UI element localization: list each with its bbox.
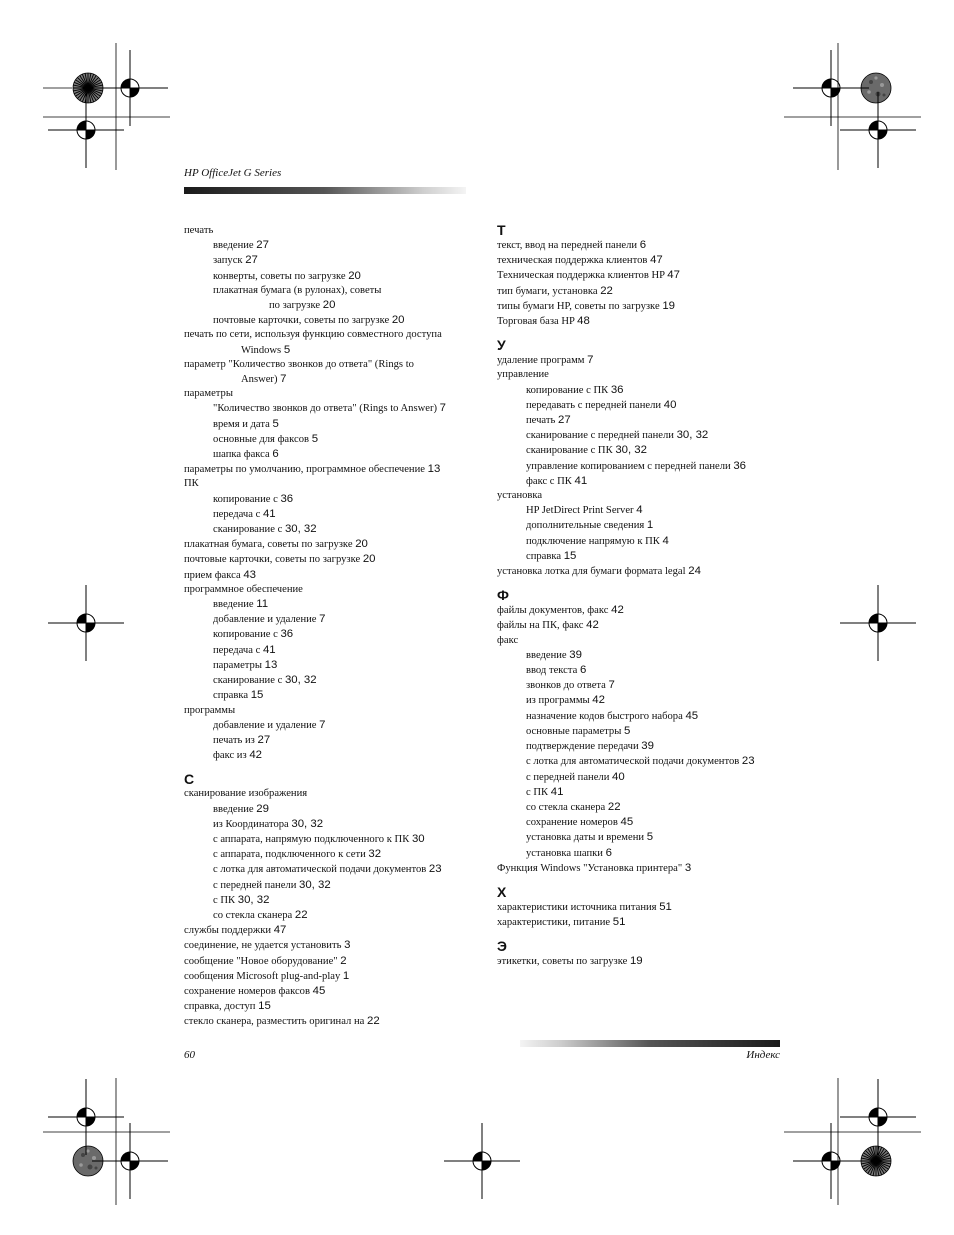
index-entry	[184, 984, 484, 999]
index-term: ПК	[184, 478, 199, 490]
page-reference: 7	[319, 718, 326, 731]
index-term: Answer)	[241, 374, 278, 386]
index-term: дополнительные сведения	[526, 520, 645, 532]
index-entry	[497, 564, 797, 579]
page-reference: 39	[569, 648, 582, 661]
index-term: соединение, не удается установить	[184, 940, 342, 952]
page-reference: 30	[411, 832, 425, 845]
index-term: введение	[213, 803, 254, 815]
page-reference: 20	[355, 538, 368, 551]
index-term: Торговая база HP	[497, 316, 575, 328]
page-reference: 27	[557, 414, 571, 427]
index-term: подтверждение передачи	[526, 741, 639, 753]
index-entry	[184, 704, 484, 718]
page-reference: 30, 32	[291, 817, 324, 830]
index-term: со стекла сканера	[526, 801, 606, 813]
index-term: основные для факсов	[213, 433, 310, 445]
index-entry	[184, 923, 484, 938]
page-reference: 5	[272, 417, 279, 430]
index-term: копирование с	[213, 493, 278, 505]
index-letter-heading: Т	[497, 222, 506, 238]
index-entry	[497, 238, 797, 253]
page-reference: 36	[610, 383, 624, 396]
index-term: ввод текста	[526, 665, 578, 677]
index-term: подключение напрямую к ПК	[526, 535, 660, 547]
index-term: техническая поддержка клиентов	[497, 255, 648, 267]
index-term: характеристики, питание	[497, 917, 611, 929]
index-entry	[184, 568, 484, 583]
index-term: программное обеспечение	[184, 583, 303, 595]
index-term: сообщения Microsoft plug-and-play	[184, 970, 341, 982]
index-subentry	[184, 253, 484, 268]
index-subentry	[184, 908, 484, 923]
page-reference: 27	[256, 239, 269, 252]
index-subentry	[497, 474, 797, 489]
index-term: управление	[497, 369, 549, 381]
index-entry	[497, 618, 797, 633]
index-term: сообщение "Новое оборудование"	[184, 955, 338, 967]
index-subentry	[497, 383, 797, 398]
page-reference: 36	[280, 628, 294, 641]
index-term: назначение кодов быстрого набора	[526, 710, 683, 722]
index-subentry	[184, 673, 484, 688]
page-reference: 45	[685, 709, 699, 722]
page-reference: 15	[563, 549, 577, 562]
index-entry	[497, 314, 797, 329]
index-entry	[184, 938, 484, 953]
index-term: запуск	[213, 255, 243, 267]
index-subentry	[184, 284, 484, 298]
page-reference: 32	[368, 848, 382, 861]
index-term: шапка факса	[213, 449, 270, 461]
index-subentry	[497, 518, 797, 533]
index-term: установка	[497, 490, 543, 502]
page-reference: 30, 32	[284, 674, 317, 687]
page-reference: 22	[367, 1015, 380, 1028]
index-term: печать по сети, используя функцию совместного доступа	[184, 329, 442, 341]
index-term: с аппарата, напрямую подключенного к ПК	[213, 833, 410, 845]
index-subentry	[184, 643, 484, 658]
page-reference: 27	[245, 254, 258, 267]
index-subentry	[497, 413, 797, 428]
page-reference: 41	[262, 507, 276, 520]
page-reference: 23	[741, 755, 755, 768]
page-reference: 24	[688, 565, 701, 578]
index-term: службы поддержки	[184, 925, 272, 937]
index-subentry	[184, 718, 484, 733]
index-entry	[497, 353, 797, 368]
page-number: 60	[184, 1049, 195, 1061]
page-reference: 22	[294, 908, 308, 921]
page-reference: 20	[322, 299, 336, 312]
index-letter-heading: Х	[497, 883, 507, 900]
index-entry	[184, 477, 484, 491]
index-subentry	[184, 597, 484, 612]
index-subentry	[184, 343, 484, 358]
index-subentry	[497, 754, 797, 769]
index-term: сканирование изображения	[184, 788, 308, 800]
index-subentry	[184, 802, 484, 817]
page-reference: 13	[427, 463, 441, 476]
page-reference: 1	[342, 969, 350, 982]
index-term: с передней панели	[213, 879, 297, 891]
page-reference: 47	[650, 254, 663, 267]
index-entry	[184, 787, 484, 801]
index-term: сохранение номеров	[526, 817, 618, 829]
index-term: конверты, советы по загрузке	[213, 270, 346, 282]
index-term: сканирование с	[213, 675, 283, 687]
page-reference: 30, 32	[615, 444, 647, 457]
page-reference: 30, 32	[676, 429, 709, 442]
index-term: с лотка для автоматической подачи документов	[526, 756, 740, 768]
index-subentry	[497, 830, 797, 845]
index-term: факс из	[213, 750, 247, 762]
page-reference: 3	[684, 861, 692, 874]
index-term: параметры	[213, 659, 262, 671]
running-header: HP OfficeJet G Series	[184, 167, 282, 179]
index-term: справка	[526, 550, 562, 562]
index-letter-heading: Ф	[497, 587, 509, 604]
index-term: по загрузке	[269, 300, 321, 312]
page-reference: 3	[344, 939, 351, 952]
page-reference: 5	[623, 724, 631, 737]
index-letter-heading: Э	[497, 938, 507, 955]
index-term: плакатная бумага, советы по загрузке	[184, 539, 353, 551]
index-term: печать	[526, 415, 556, 427]
index-entry	[497, 489, 797, 503]
page-reference: 20	[362, 553, 376, 566]
index-subentry	[184, 372, 484, 387]
index-term: введение	[526, 649, 567, 661]
index-term: сканирование с передней панели	[526, 430, 674, 442]
index-subentry	[184, 522, 484, 537]
index-term: Техническая поддержка клиентов HP	[497, 270, 665, 282]
index-term: добавление и удаление	[213, 614, 317, 626]
index-term: факс с ПК	[526, 475, 572, 487]
page-reference: 48	[577, 315, 590, 328]
index-subentry	[497, 663, 797, 678]
page-reference: 40	[663, 398, 677, 411]
index-term: типы бумаги HP, советы по загрузке	[497, 300, 660, 312]
index-entry	[497, 253, 797, 268]
index-subentry	[184, 878, 484, 893]
index-term: копирование с ПК	[526, 384, 609, 396]
page-reference: 45	[312, 984, 326, 997]
index-term: со стекла сканера	[213, 909, 293, 921]
index-term: характеристики источника питания	[497, 901, 657, 913]
index-entry	[184, 224, 484, 238]
index-subentry	[184, 748, 484, 763]
index-subentry	[184, 612, 484, 627]
index-term: параметры по умолчанию, программное обеспечение	[184, 464, 425, 476]
index-term: сканирование с ПК	[526, 445, 613, 457]
index-term: передача с	[213, 508, 261, 520]
index-subentry	[497, 709, 797, 724]
index-letter-heading: С	[184, 771, 195, 788]
page-reference: 5	[311, 432, 319, 445]
index-term: факс	[497, 634, 519, 646]
index-entry	[184, 537, 484, 552]
page-reference: 39	[641, 740, 654, 753]
index-term: прием факса	[184, 569, 241, 581]
index-entry	[497, 954, 797, 969]
index-subentry	[184, 401, 484, 416]
index-subentry	[497, 693, 797, 708]
index-subentry	[497, 398, 797, 413]
index-entry	[184, 328, 484, 342]
index-entry	[497, 915, 797, 930]
index-term: копирование с	[213, 629, 278, 641]
page-reference: 42	[586, 619, 599, 632]
index-term: справка	[213, 690, 249, 702]
index-term: установка лотка для бумаги формата legal	[497, 566, 686, 578]
index-term: файлы на ПК, факс	[497, 620, 584, 632]
index-term: параметр "Количество звонков до ответа" (Rings to	[184, 358, 414, 370]
page-reference: 7	[439, 402, 446, 415]
index-term: время и дата	[213, 418, 270, 430]
page-reference: 6	[272, 448, 279, 461]
page-reference: 41	[262, 643, 276, 656]
page-reference: 4	[636, 504, 643, 517]
index-entry	[497, 299, 797, 314]
page-reference: 36	[733, 459, 746, 472]
page-reference: 19	[662, 299, 675, 312]
index-subentry	[497, 770, 797, 785]
index-term: программы	[184, 704, 236, 716]
page-reference: 30, 32	[284, 523, 317, 536]
index-entry	[497, 634, 797, 648]
page-reference: 5	[646, 831, 654, 844]
index-subentry	[184, 658, 484, 673]
index-term: основные параметры	[526, 725, 622, 737]
index-term: с ПК	[526, 786, 549, 798]
index-subentry	[184, 733, 484, 748]
page-reference: 19	[629, 955, 643, 968]
index-term: Функция Windows "Установка принтера"	[497, 862, 683, 874]
index-subentry	[497, 678, 797, 693]
index-term: справка, доступ	[184, 1001, 256, 1013]
index-letter-heading: У	[497, 337, 506, 354]
index-subentry	[497, 428, 797, 443]
page-reference: 7	[280, 373, 287, 386]
page-reference: 6	[580, 664, 587, 677]
header-rule	[184, 187, 466, 194]
page-reference: 30, 32	[237, 893, 270, 906]
index-subentry	[184, 432, 484, 447]
page-reference: 47	[273, 924, 287, 937]
index-subentry	[184, 238, 484, 253]
index-entry	[184, 583, 484, 597]
index-subentry	[184, 862, 484, 877]
index-entry	[184, 954, 484, 969]
index-term: печать из	[213, 734, 255, 746]
index-term: звонков до ответа	[526, 680, 606, 692]
index-subentry	[184, 298, 484, 313]
index-term: текст, ввод на передней панели	[497, 240, 638, 251]
index-subentry	[497, 724, 797, 739]
index-term: с аппарата, подключенного к сети	[213, 849, 366, 861]
index-entry	[184, 552, 484, 567]
page-reference: 42	[592, 694, 605, 707]
page-reference: 5	[283, 343, 291, 356]
page-reference: 15	[258, 1000, 271, 1013]
index-subentry	[497, 648, 797, 663]
page-reference: 51	[612, 916, 626, 929]
index-entry	[184, 999, 484, 1014]
page-reference: 43	[243, 568, 257, 581]
index-term: плакатная бумага (в рулонах), советы	[213, 284, 382, 296]
index-term: файлы документов, факс	[497, 605, 609, 617]
page-reference: 42	[611, 604, 624, 617]
index-subentry	[497, 459, 797, 474]
index-column-right	[497, 222, 797, 970]
index-entry	[497, 368, 797, 382]
index-subentry	[184, 507, 484, 522]
index-entry	[184, 387, 484, 401]
index-subentry	[184, 313, 484, 328]
index-term: печать	[184, 225, 214, 236]
index-term: установка шапки	[526, 847, 603, 859]
index-entry	[184, 1014, 484, 1029]
index-term: добавление и удаление	[213, 719, 317, 731]
index-subentry	[497, 800, 797, 815]
index-entry	[184, 969, 484, 984]
page-reference: 29	[256, 802, 269, 815]
index-subentry	[184, 817, 484, 832]
index-term: управление копированием с передней панели	[526, 460, 731, 472]
index-term: передавать с передней панели	[526, 399, 662, 411]
index-subentry	[184, 893, 484, 908]
page-reference: 41	[550, 785, 564, 798]
page-reference: 40	[612, 770, 625, 783]
index-term: Windows	[241, 344, 282, 356]
index-term: из программы	[526, 695, 590, 707]
index-subentry	[184, 269, 484, 284]
index-entry	[497, 900, 797, 915]
page-reference: 4	[662, 534, 669, 547]
index-subentry	[184, 447, 484, 462]
page-reference: 6	[605, 846, 612, 859]
page-reference: 20	[391, 314, 405, 327]
index-subentry	[497, 534, 797, 549]
index-term: сохранение номеров факсов	[184, 985, 310, 997]
index-term: почтовые карточки, советы по загрузке	[184, 554, 361, 566]
page-reference: 11	[256, 598, 269, 611]
index-term: HP JetDirect Print Server	[526, 505, 634, 517]
index-subentry	[497, 785, 797, 800]
page-reference: 45	[620, 816, 634, 829]
page-reference: 51	[659, 900, 672, 913]
index-subentry	[497, 443, 797, 458]
index-term: удаление программ	[497, 355, 585, 367]
index-term: с передней панели	[526, 771, 610, 783]
page-reference: 13	[264, 658, 278, 671]
index-entry	[184, 358, 484, 372]
index-term: установка даты и времени	[526, 832, 645, 844]
index-entry	[497, 603, 797, 618]
index-subentry	[497, 503, 797, 518]
index-term: введение	[213, 599, 254, 611]
index-term: передача с	[213, 644, 261, 656]
index-entry	[497, 861, 797, 876]
index-subentry	[497, 549, 797, 564]
index-entry	[497, 284, 797, 299]
index-term: "Количество звонков до ответа" (Rings to Answer)	[213, 403, 437, 415]
page-reference: 20	[348, 269, 361, 282]
index-term: этикетки, советы по загрузке	[497, 956, 628, 968]
page-reference: 41	[574, 474, 588, 487]
page-reference: 7	[587, 354, 594, 367]
page-reference: 42	[249, 749, 262, 762]
page-reference: 22	[600, 284, 613, 297]
page-reference: 22	[607, 800, 621, 813]
index-subentry	[497, 815, 797, 830]
index-term: введение	[213, 240, 254, 252]
index-subentry	[184, 627, 484, 642]
footer-rule	[520, 1040, 780, 1047]
index-subentry	[497, 739, 797, 754]
page-reference: 15	[250, 689, 264, 702]
page-reference: 47	[667, 269, 680, 282]
index-subentry	[497, 846, 797, 861]
page-reference: 27	[257, 733, 271, 746]
page-reference: 2	[340, 954, 347, 967]
page-reference: 36	[280, 492, 294, 505]
index-subentry	[184, 832, 484, 847]
index-term: тип бумаги, установка	[497, 285, 598, 297]
index-subentry	[184, 847, 484, 862]
index-entry	[497, 268, 797, 283]
index-term: стекло сканера, разместить оригинал на	[184, 1016, 365, 1028]
index-column-left	[184, 224, 484, 1030]
index-subentry	[184, 417, 484, 432]
index-term: параметры	[184, 388, 233, 400]
section-title: Индекс	[746, 1049, 780, 1061]
index-entry	[184, 462, 484, 477]
index-term: почтовые карточки, советы по загрузке	[213, 315, 390, 327]
page-reference: 30, 32	[299, 878, 331, 891]
index-term: из Координатора	[213, 818, 289, 830]
index-term: с ПК	[213, 894, 236, 906]
index-subentry	[184, 688, 484, 703]
index-term: с лотка для автоматической подачи документов	[213, 864, 427, 876]
page-reference: 7	[319, 613, 326, 626]
page-reference: 6	[639, 239, 647, 251]
index-subentry	[184, 492, 484, 507]
page-reference: 23	[428, 863, 442, 876]
page-reference: 7	[608, 679, 615, 692]
page-reference: 1	[646, 519, 654, 532]
index-term: сканирование с	[213, 524, 283, 536]
